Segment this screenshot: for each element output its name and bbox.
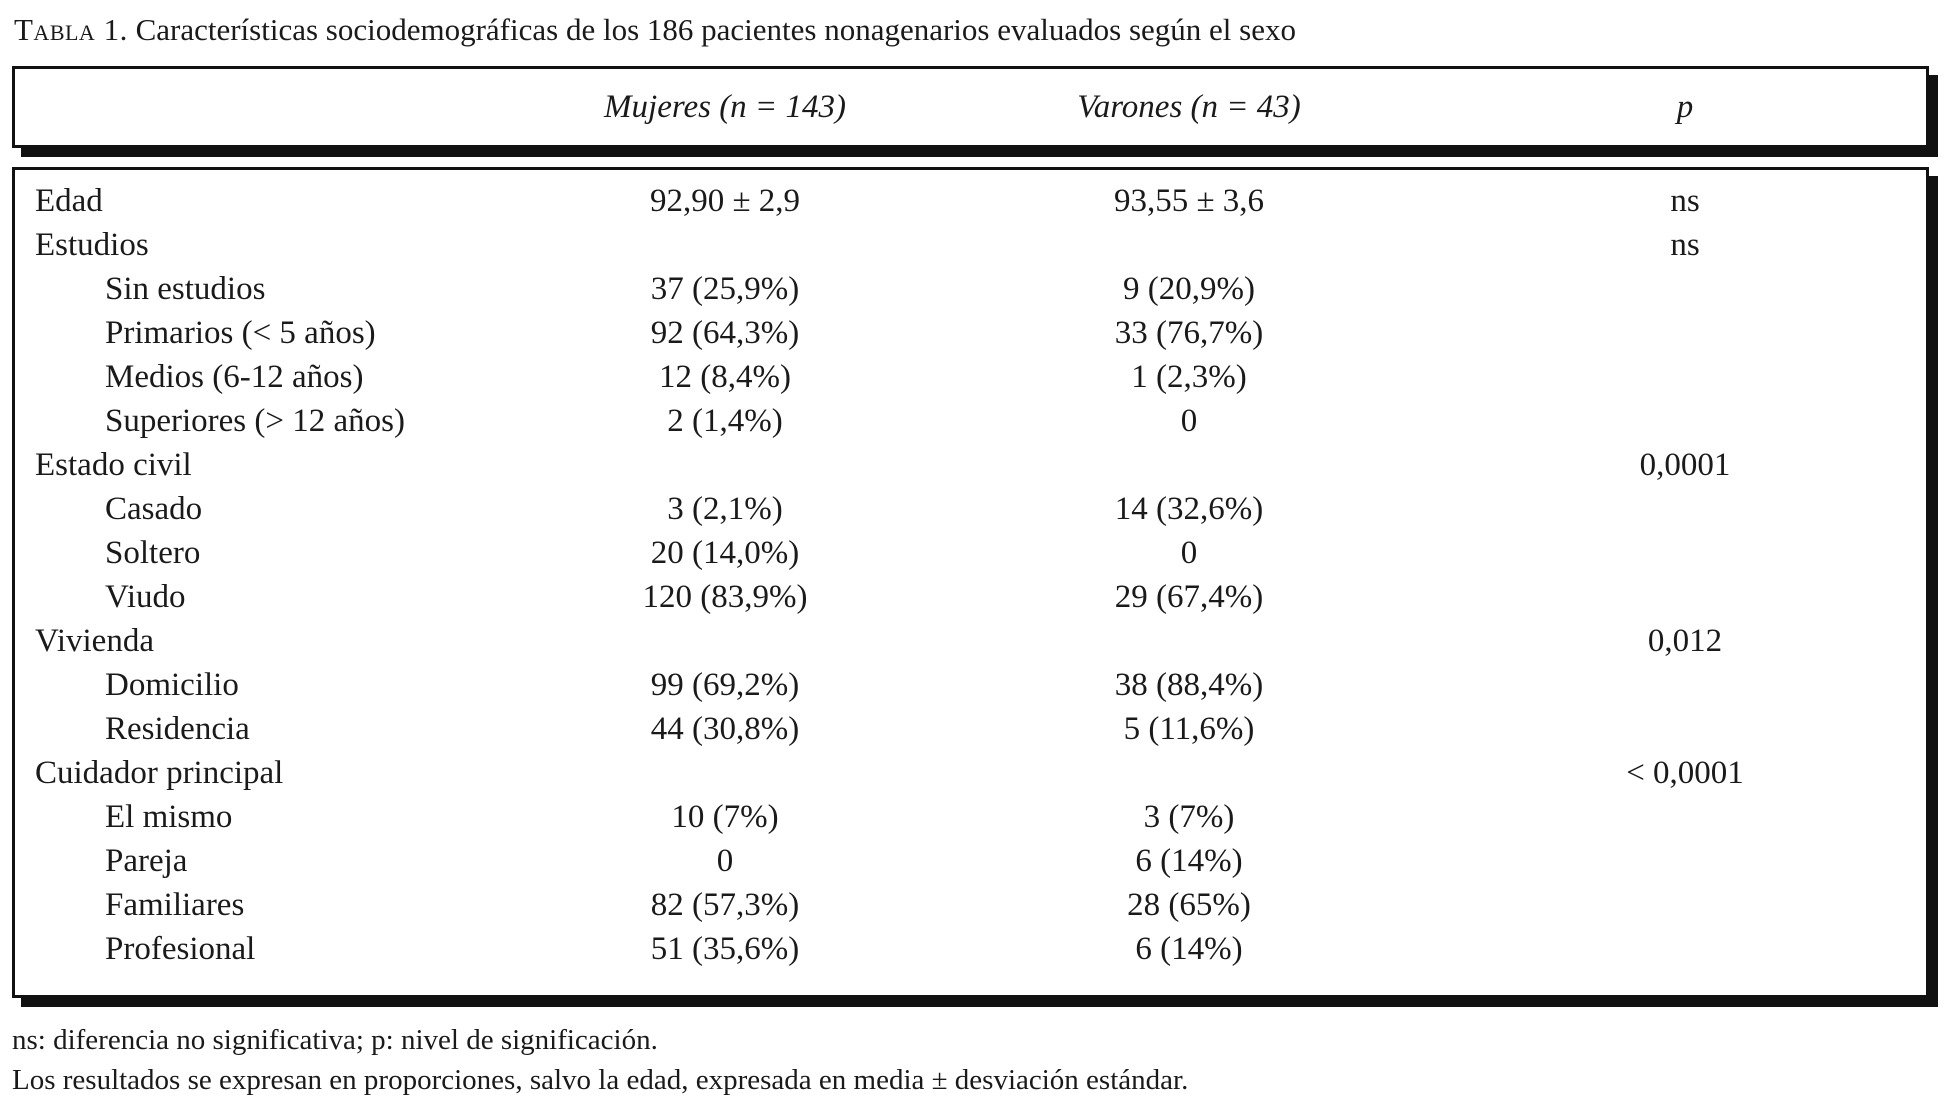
cell-p: < 0,0001 [1626, 755, 1744, 791]
row-label: Domicilio [105, 667, 239, 703]
row-label: Viudo [105, 579, 186, 615]
row-label: Primarios (< 5 años) [105, 315, 376, 351]
cell-p: 0,0001 [1639, 447, 1731, 483]
table-row [15, 707, 1926, 751]
cell-mujeres: 3 (2,1%) [667, 491, 783, 527]
cell-mujeres: 44 (30,8%) [650, 711, 800, 747]
cell-mujeres: 120 (83,9%) [642, 579, 808, 615]
cell-varones: 3 (7%) [1143, 799, 1235, 835]
row-label: Familiares [105, 887, 245, 923]
table-body [12, 167, 1929, 998]
cell-mujeres: 82 (57,3%) [650, 887, 800, 923]
row-label: El mismo [105, 799, 233, 835]
row-label: Estado civil [35, 447, 192, 483]
table-row [15, 839, 1926, 883]
row-label: Sin estudios [105, 271, 266, 307]
cell-varones: 14 (32,6%) [1114, 491, 1264, 527]
cell-p: ns [1670, 183, 1700, 219]
cell-varones: 28 (65%) [1127, 887, 1251, 923]
cell-varones: 6 (14%) [1135, 931, 1243, 967]
cell-varones: 5 (11,6%) [1123, 711, 1255, 747]
cell-varones: 0 [1180, 403, 1198, 439]
table-row [15, 619, 1926, 663]
table-row [15, 355, 1926, 399]
column-header-varones: Varones (n = 43) [1077, 89, 1301, 125]
table-row [15, 795, 1926, 839]
cell-varones: 9 (20,9%) [1123, 271, 1255, 307]
cell-mujeres: 92 (64,3%) [650, 315, 800, 351]
table-row [15, 927, 1926, 971]
cell-mujeres: 99 (69,2%) [650, 667, 800, 703]
row-label: Estudios [35, 227, 149, 263]
column-header-mujeres: Mujeres (n = 143) [604, 89, 846, 125]
footnote-abbreviations: ns: diferencia no significativa; p: nivel de significación. [12, 1024, 658, 1056]
table-caption-label: Tabla 1. [14, 12, 128, 47]
table-caption [14, 10, 1296, 50]
table-row [15, 311, 1926, 355]
cell-varones: 29 (67,4%) [1114, 579, 1264, 615]
cell-p: 0,012 [1647, 623, 1723, 659]
row-label: Vivienda [35, 623, 154, 659]
cell-varones: 0 [1180, 535, 1198, 571]
cell-p: ns [1670, 227, 1700, 263]
cell-mujeres: 51 (35,6%) [650, 931, 800, 967]
cell-varones: 1 (2,3%) [1131, 359, 1247, 395]
table-row [15, 531, 1926, 575]
row-label: Cuidador principal [35, 755, 284, 791]
cell-mujeres: 10 (7%) [671, 799, 779, 835]
cell-mujeres: 20 (14,0%) [650, 535, 800, 571]
table-row [15, 487, 1926, 531]
row-label: Residencia [105, 711, 250, 747]
row-label: Superiores (> 12 años) [105, 403, 405, 439]
table-row [15, 751, 1926, 795]
cell-mujeres: 0 [716, 843, 734, 879]
row-label: Soltero [105, 535, 201, 571]
row-label: Profesional [105, 931, 256, 967]
cell-mujeres: 37 (25,9%) [650, 271, 800, 307]
cell-varones: 93,55 ± 3,6 [1113, 183, 1265, 219]
column-header-p: p [1676, 89, 1694, 125]
table-row [15, 399, 1926, 443]
table-row [15, 223, 1926, 267]
cell-mujeres: 2 (1,4%) [667, 403, 783, 439]
table-row [15, 575, 1926, 619]
cell-varones: 6 (14%) [1135, 843, 1243, 879]
row-label: Pareja [105, 843, 188, 879]
row-label: Medios (6-12 años) [105, 359, 364, 395]
cell-mujeres: 92,90 ± 2,9 [649, 183, 801, 219]
table-row [15, 267, 1926, 311]
table-header [12, 66, 1929, 148]
cell-varones: 38 (88,4%) [1114, 667, 1264, 703]
table-row [15, 663, 1926, 707]
table-row [15, 443, 1926, 487]
table-caption-text: Características sociodemográficas de los 186 pacientes nonagenarios evaluados según el sexo [135, 12, 1296, 47]
cell-varones: 33 (76,7%) [1114, 315, 1264, 351]
row-label: Edad [35, 183, 103, 219]
table-row [15, 883, 1926, 927]
table-row [15, 179, 1926, 223]
footnote-results: Los resultados se expresan en proporciones, salvo la edad, expresada en media ± desviación estándar. [12, 1064, 1189, 1096]
cell-mujeres: 12 (8,4%) [659, 359, 791, 395]
row-label: Casado [105, 491, 203, 527]
